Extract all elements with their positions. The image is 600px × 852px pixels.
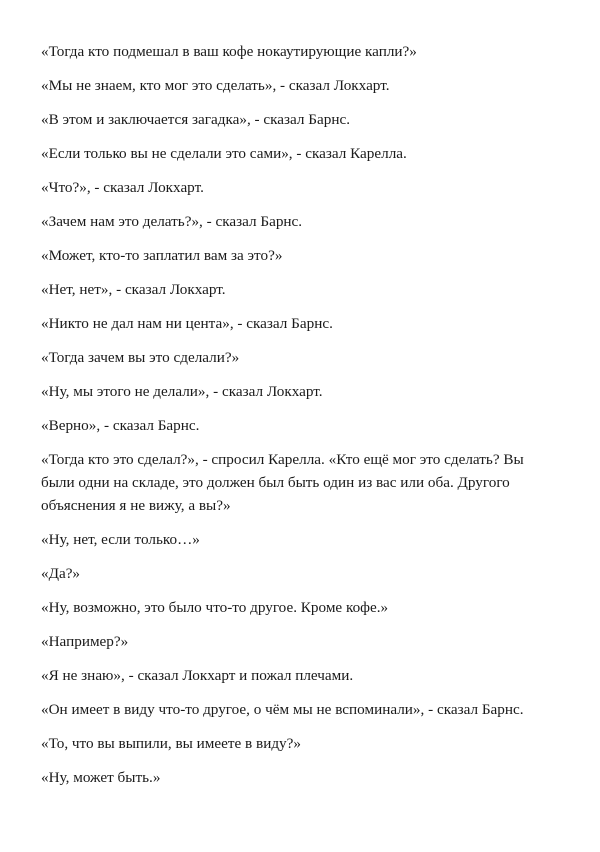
paragraph: «Ну, возможно, это было что-то другое. Кроме кофе.» (41, 599, 389, 616)
paragraph: «Да?» (41, 565, 81, 582)
paragraph: «Мы не знаем, кто мог это сделать», - сказал Локхарт. (41, 77, 390, 94)
paragraph: «Тогда зачем вы это сделали?» (41, 349, 240, 366)
paragraph: «Верно», - сказал Барнс. (41, 417, 200, 434)
paragraph: «Например?» (41, 633, 129, 650)
paragraph: «Ну, нет, если только…» (41, 531, 200, 548)
paragraph: «Зачем нам это делать?», - сказал Барнс. (41, 213, 303, 230)
paragraph: «Нет, нет», - сказал Локхарт. (41, 281, 226, 298)
paragraph: «Ну, мы этого не делали», - сказал Локхарт. (41, 383, 323, 400)
paragraph: «Тогда кто подмешал в ваш кофе нокаутирующие капли?» (41, 43, 417, 60)
paragraph: «В этом и заключается загадка», - сказал Барнс. (41, 111, 351, 128)
paragraph: «Тогда кто это сделал?», - спросил Карелла. «Кто ещё мог это сделать? Вы были одни на складе, это должен был быть один из вас или оба. Другого объяснения я не вижу, а вы?» (41, 451, 524, 514)
paragraph: «Никто не дал нам ни цента», - сказал Барнс. (41, 315, 333, 332)
document-body (41, 40, 561, 800)
paragraph: «Ну, может быть.» (41, 769, 161, 786)
paragraph: «Я не знаю», - сказал Локхарт и пожал плечами. (41, 667, 354, 684)
paragraph: «Может, кто-то заплатил вам за это?» (41, 247, 283, 264)
paragraph: «Если только вы не сделали это сами», - сказал Карелла. (41, 145, 407, 162)
paragraph: «Он имеет в виду что-то другое, о чём мы не вспоминали», - сказал Барнс. (41, 701, 524, 718)
paragraph: «То, что вы выпили, вы имеете в виду?» (41, 735, 301, 752)
paragraph: «Что?», - сказал Локхарт. (41, 179, 204, 196)
